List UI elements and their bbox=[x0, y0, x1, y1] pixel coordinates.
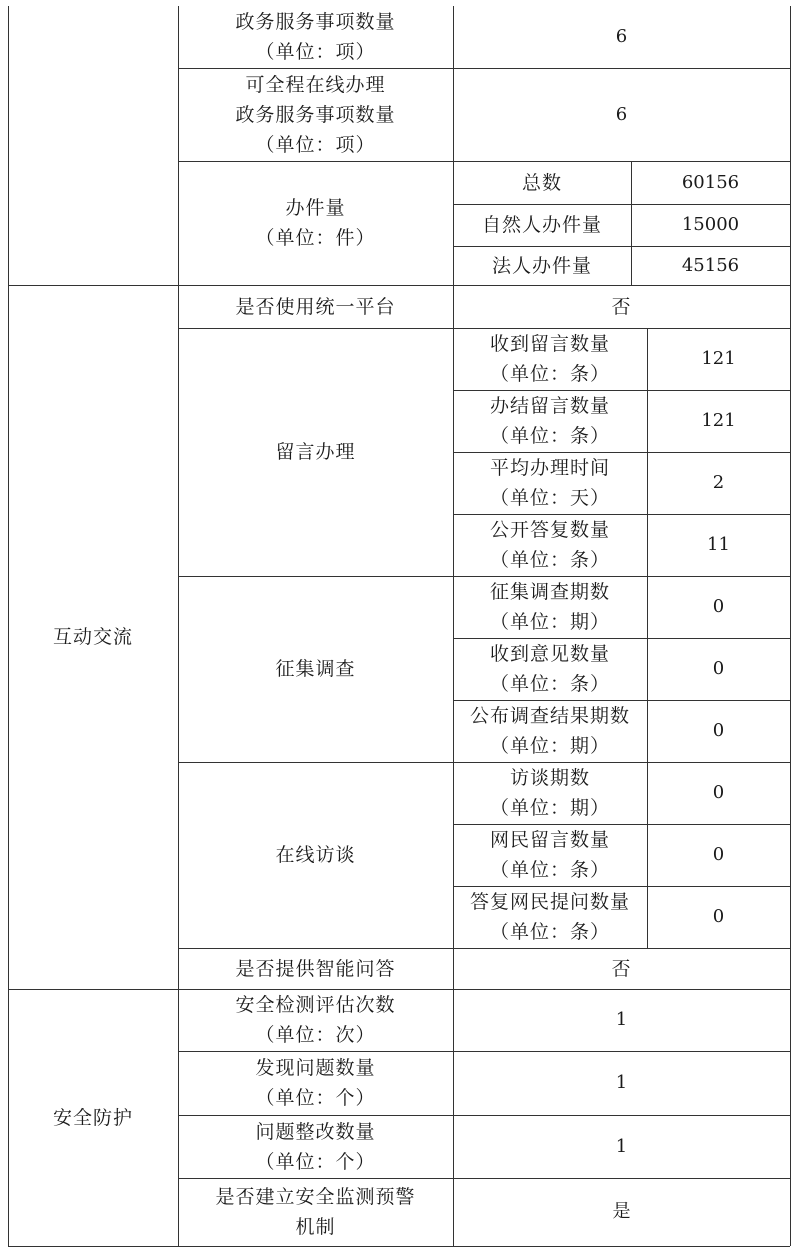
messages-row-label bbox=[453, 328, 647, 390]
security-row-label bbox=[178, 1115, 453, 1178]
survey-row-label bbox=[453, 638, 647, 700]
messages-row-value: 121 bbox=[701, 410, 736, 431]
handling-volume-label-line: 办件量 bbox=[285, 197, 346, 219]
interview-row-label bbox=[453, 824, 647, 886]
messages-row-label-line: （单位：条） bbox=[489, 363, 610, 385]
handling-volume-row-label: 总数 bbox=[521, 171, 562, 194]
security-row-label bbox=[178, 1051, 453, 1115]
handling-volume-label-line: （单位：件） bbox=[255, 227, 376, 249]
security-row-value: 1 bbox=[615, 1009, 628, 1030]
survey-row-label bbox=[453, 576, 647, 638]
security-row-label-line: （单位：次） bbox=[255, 1024, 376, 1046]
messages-row-value: 2 bbox=[712, 472, 725, 493]
messages-row-label-line: 办结留言数量 bbox=[489, 395, 610, 417]
online-items-label-line: （单位：项） bbox=[255, 133, 376, 156]
smart-qa-value: 否 bbox=[611, 957, 632, 980]
interview-group-label: 在线访谈 bbox=[275, 844, 356, 866]
security-row-value: 1 bbox=[615, 1135, 628, 1157]
interview-row-label-line: （单位：期） bbox=[489, 797, 610, 819]
messages-row-label-line: （单位：天） bbox=[489, 487, 610, 509]
interview-row-label-line: （单位：条） bbox=[489, 859, 610, 881]
security-row-label-line: 机制 bbox=[295, 1216, 336, 1238]
online-items-value: 6 bbox=[615, 103, 628, 125]
messages-row-value: 11 bbox=[707, 534, 730, 555]
survey-row-value: 0 bbox=[712, 596, 725, 617]
handling-volume-row-value: 15000 bbox=[681, 214, 740, 235]
service-items-value: 6 bbox=[615, 26, 628, 47]
interview-row-label-line: 网民留言数量 bbox=[489, 829, 610, 851]
unified-platform-value: 否 bbox=[611, 295, 632, 318]
messages-group-label: 留言办理 bbox=[275, 441, 356, 463]
security-row-label-line: 问题整改数量 bbox=[255, 1120, 376, 1143]
interview-row-label-line: 答复网民提问数量 bbox=[469, 891, 630, 913]
survey-row-value: 0 bbox=[712, 658, 725, 679]
online-items-label-line: 政务服务事项数量 bbox=[235, 103, 396, 126]
survey-row-label-line: （单位：期） bbox=[489, 611, 610, 633]
handling-volume-row-label: 法人办件量 bbox=[491, 254, 592, 277]
security-row-value: 1 bbox=[615, 1072, 628, 1093]
online-items-label-line: 可全程在线办理 bbox=[245, 73, 386, 96]
interview-row-label-line: 访谈期数 bbox=[509, 767, 590, 789]
messages-row-label-line: （单位：条） bbox=[489, 425, 610, 447]
interview-row-label bbox=[453, 762, 647, 824]
handling-volume-row-value: 45156 bbox=[681, 254, 740, 276]
section-interaction: 互动交流 bbox=[52, 626, 133, 648]
survey-row-label-line: （单位：期） bbox=[489, 735, 610, 757]
interview-row-label-line: （单位：条） bbox=[489, 921, 610, 943]
survey-row-label-line: 征集调查期数 bbox=[489, 581, 610, 603]
smart-qa-label: 是否提供智能问答 bbox=[235, 957, 396, 980]
security-row-label-line: 发现问题数量 bbox=[255, 1057, 376, 1079]
handling-volume-row-label: 自然人办件量 bbox=[481, 214, 602, 236]
messages-row-value: 121 bbox=[701, 348, 736, 369]
messages-row-label-line: 平均办理时间 bbox=[489, 457, 610, 479]
security-row-label-line: （单位：个） bbox=[255, 1087, 376, 1109]
survey-group-label: 征集调查 bbox=[275, 658, 356, 680]
survey-row-value: 0 bbox=[712, 720, 725, 741]
security-row-value: 是 bbox=[612, 1201, 631, 1222]
messages-row-label bbox=[453, 452, 647, 514]
service-items-label bbox=[178, 6, 453, 68]
survey-row-label-line: 收到意见数量 bbox=[489, 643, 610, 665]
row-border bbox=[8, 1246, 790, 1247]
survey-row-label-line: （单位：条） bbox=[489, 673, 610, 695]
interview-row-label bbox=[453, 886, 647, 948]
interview-row-value: 0 bbox=[712, 782, 725, 803]
handling-volume-row-value: 60156 bbox=[681, 171, 740, 193]
interview-row-value: 0 bbox=[712, 906, 725, 927]
security-row-label bbox=[178, 989, 453, 1051]
security-row-label-line: 是否建立安全监测预警 bbox=[215, 1186, 416, 1208]
interview-row-value: 0 bbox=[712, 844, 725, 865]
survey-row-label-line: 公布调查结果期数 bbox=[469, 705, 630, 727]
service-items-label-line: 政务服务事项数量 bbox=[235, 11, 396, 33]
column-border bbox=[790, 6, 791, 1246]
section-security: 安全防护 bbox=[52, 1106, 133, 1129]
messages-row-label-line: 公开答复数量 bbox=[489, 519, 610, 541]
online-items-label bbox=[178, 68, 453, 161]
messages-row-label-line: 收到留言数量 bbox=[489, 333, 610, 355]
messages-row-label-line: （单位：条） bbox=[489, 549, 610, 571]
service-items-label-line: （单位：项） bbox=[255, 41, 376, 63]
survey-row-label bbox=[453, 700, 647, 762]
messages-row-label bbox=[453, 514, 647, 576]
handling-volume-label bbox=[178, 161, 453, 285]
security-row-label-line: 安全检测评估次数 bbox=[235, 994, 396, 1016]
messages-row-label bbox=[453, 390, 647, 452]
security-row-label-line: （单位：个） bbox=[255, 1150, 376, 1173]
security-row-label bbox=[178, 1178, 453, 1246]
unified-platform-label: 是否使用统一平台 bbox=[235, 295, 396, 318]
